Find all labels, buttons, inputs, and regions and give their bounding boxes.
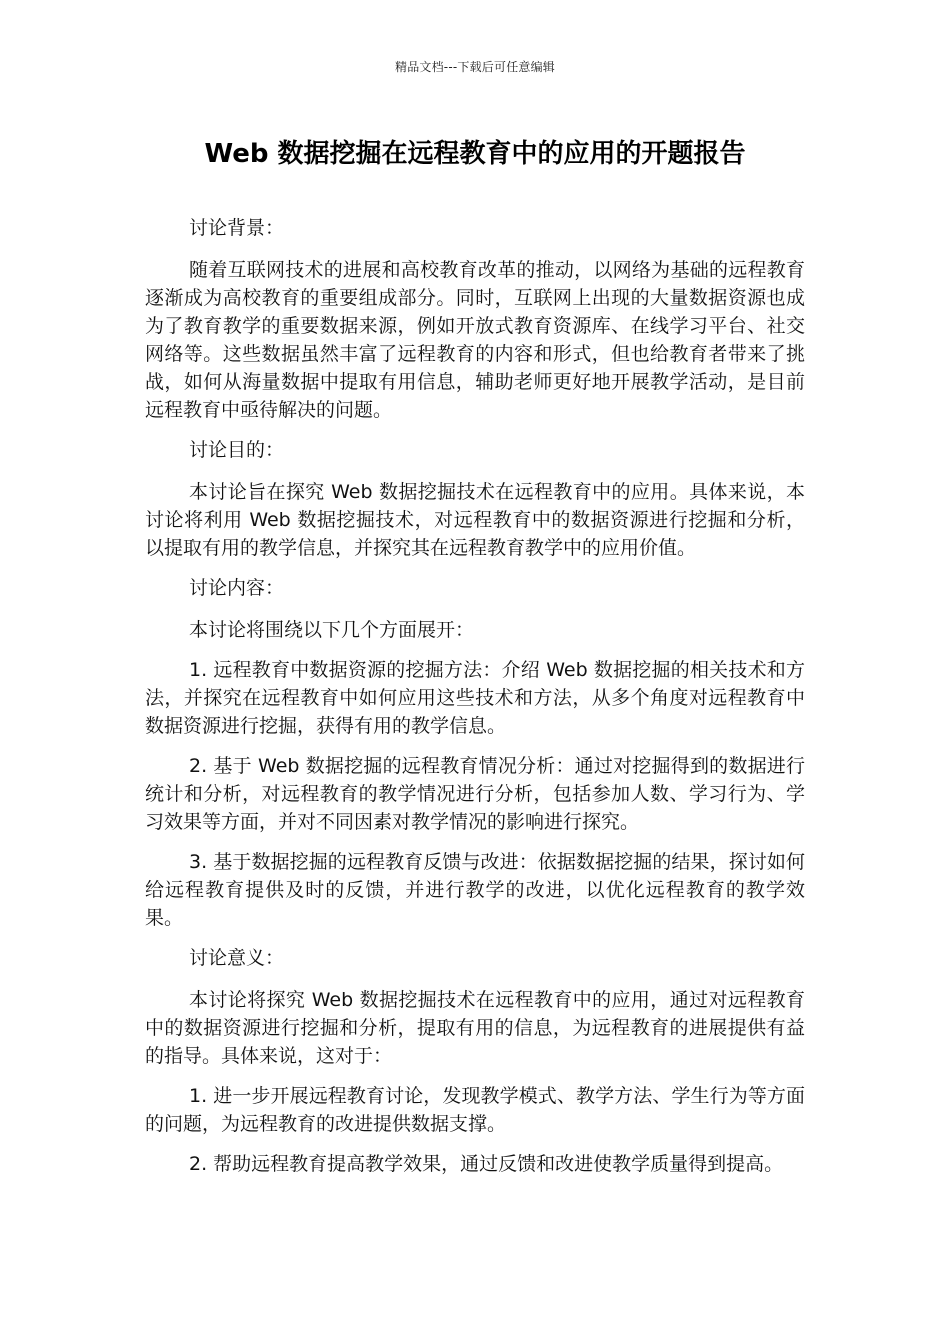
- paragraph-significance: 本讨论将探究 Web 数据挖掘技术在远程教育中的应用，通过对远程教育中的数据资源进行挖掘和分析，提取有用的信息，为远程教育的进展提供有益的指导。具体来说，这对于：: [145, 989, 805, 1067]
- paragraph-content-intro: 本讨论将围绕以下几个方面展开：: [189, 619, 475, 641]
- section-heading-background: 讨论背景：: [189, 217, 285, 239]
- header-note: 精品文档---下载后可任意编辑: [395, 60, 555, 74]
- list-item-significance-2: 2. 帮助远程教育提高教学效果，通过反馈和改进使教学质量得到提高。: [189, 1153, 784, 1175]
- section-heading-content: 讨论内容：: [189, 577, 285, 599]
- document-title: Web 数据挖掘在远程教育中的应用的开题报告: [204, 139, 746, 169]
- list-item-content-2: 2. 基于 Web 数据挖掘的远程教育情况分析：通过对挖掘得到的数据进行统计和分析，对远程教育的教学情况进行分析，包括参加人数、学习行为、学习效果等方面，并对不同因素对教学情况的影响进行探究。: [145, 755, 805, 833]
- document-body: [145, 214, 805, 1190]
- paragraph-purpose: 本讨论旨在探究 Web 数据挖掘技术在远程教育中的应用。具体来说，本讨论将利用 Web 数据挖掘技术，对远程教育中的数据资源进行挖掘和分析，以提取有用的教学信息，并探究其在远程教育教学中的应用价值。: [145, 481, 805, 559]
- list-item-content-3: 3. 基于数据挖掘的远程教育反馈与改进：依据数据挖掘的结果，探讨如何给远程教育提供及时的反馈，并进行教学的改进，以优化远程教育的教学效果。: [145, 851, 805, 929]
- paragraph-background: 随着互联网技术的进展和高校教育改革的推动，以网络为基础的远程教育逐渐成为高校教育的重要组成部分。同时，互联网上出现的大量数据资源也成为了教育教学的重要数据来源，例如开放式教育资源库、在线学习平台、社交网络等。这些数据虽然丰富了远程教育的内容和形式，但也给教育者带来了挑战，如何从海量数据中提取有用信息，辅助老师更好地开展教学活动，是目前远程教育中亟待解决的问题。: [145, 259, 805, 421]
- list-item-content-1: 1. 远程教育中数据资源的挖掘方法：介绍 Web 数据挖掘的相关技术和方法，并探究在远程教育中如何应用这些技术和方法，从多个角度对远程教育中数据资源进行挖掘，获得有用的教学信息。: [145, 659, 805, 737]
- section-heading-purpose: 讨论目的：: [189, 439, 285, 461]
- section-heading-significance: 讨论意义：: [189, 947, 285, 969]
- list-item-significance-1: 1. 进一步开展远程教育讨论，发现教学模式、教学方法、学生行为等方面的问题，为远程教育的改进提供数据支撑。: [145, 1085, 805, 1135]
